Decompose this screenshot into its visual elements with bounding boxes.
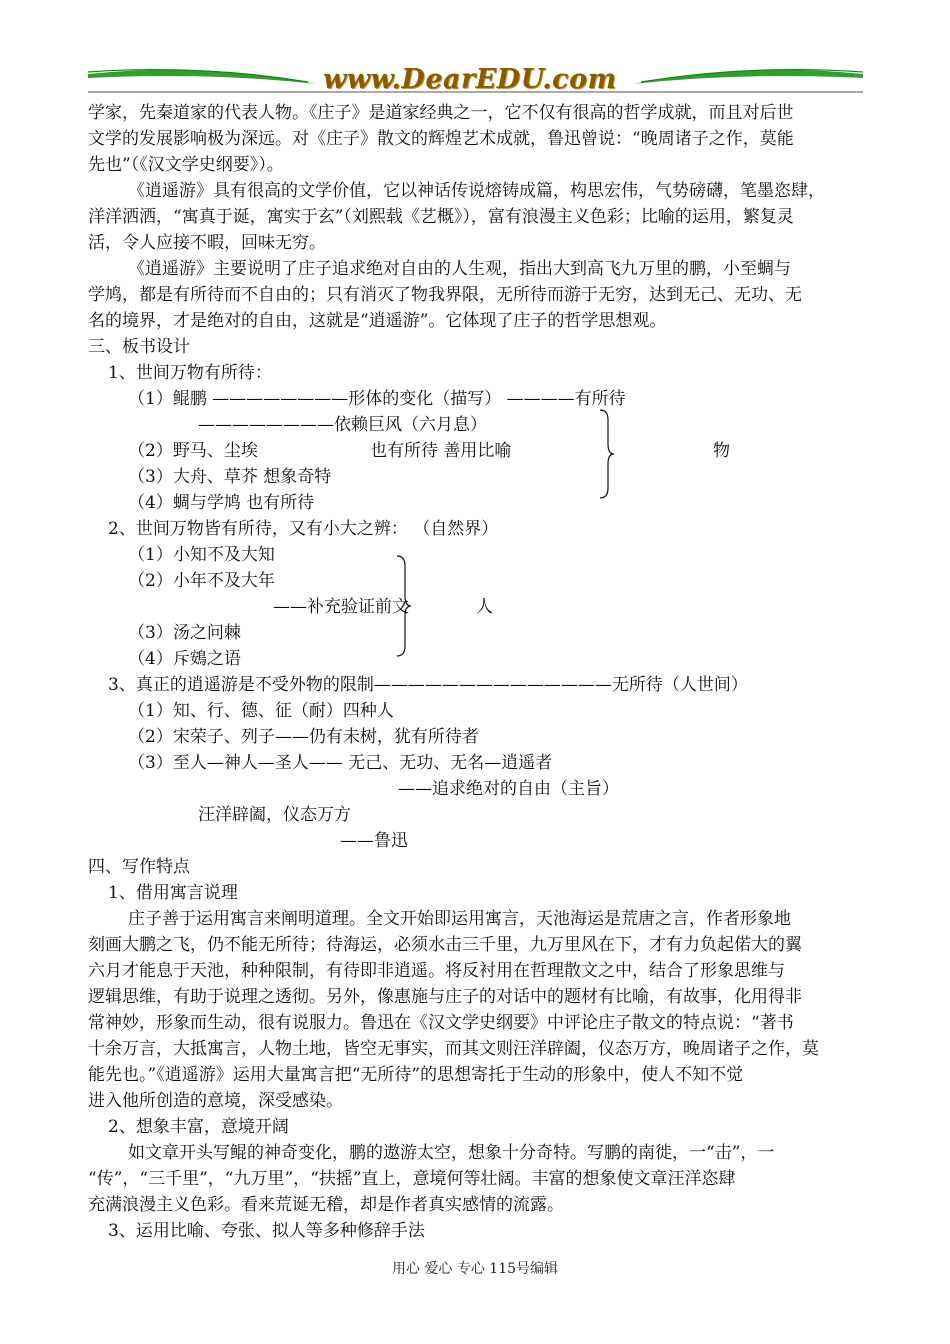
paragraph-line: 名的境界，才是绝对的自由，这就是“逍遥游”。它体现了庄子的哲学思想观。 [88, 311, 667, 331]
paragraph-line: 活，令人应接不暇，回味无穷。 [88, 233, 326, 253]
right-brace-icon [394, 554, 412, 658]
right-brace-icon [596, 408, 616, 500]
board-item: ————————依赖巨风（六月息） [198, 415, 487, 435]
section-heading: 三、板书设计 [88, 337, 190, 357]
paragraph-line: 如文章开头写鲲的神奇变化，鹏的遨游太空，想象十分奇特。写鹏的南徙，一“击”，一 [128, 1143, 775, 1163]
board-item: （4）蜩与学鸠 也有所待 [128, 493, 315, 513]
paragraph-line: 《逍遥游》主要说明了庄子追求绝对自由的人生观，指出大到高飞九万里的鹏，小至蜩与 [128, 259, 791, 279]
board-item: 物 [713, 441, 730, 461]
paragraph-line: 学家，先秦道家的代表人物。《庄子》是道家经典之一，它不仅有很高的哲学成就，而且对后世 [88, 103, 794, 123]
subsection-title: 3、运用比喻、夸张、拟人等多种修辞手法 [108, 1221, 425, 1241]
paragraph-line: 先也”（《汉文学史纲要》）。 [88, 155, 284, 175]
section-heading: 四、写作特点 [88, 857, 190, 877]
board-item: （2）小年不及大年 [128, 571, 275, 591]
board-subtitle: 1、世间万物有所待： [108, 363, 272, 383]
paragraph-line: 六月才能息于天池，种种限制，有待即非逍遥。将反衬用在哲理散文之中，结合了形象思维与 [88, 961, 785, 981]
paragraph-line: “传”，“三千里”，“九万里”，“扶摇”直上，意境何等壮阔。丰富的想象使文章汪洋恣肆 [88, 1169, 736, 1189]
paragraph-line: 进入他所创造的意境，深受感染。 [88, 1091, 343, 1111]
paragraph-line: 《逍遥游》具有很高的文学价值，它以神话传说熔铸成篇，构思宏伟，气势磅礴，笔墨恣肆， [128, 181, 825, 201]
board-item: （2）野马、尘埃 [128, 441, 258, 461]
board-item: ——补充验证前文 [273, 597, 409, 617]
subsection-title: 1、借用寓言说理 [108, 883, 238, 903]
paragraph-line: 庄子善于运用寓言来阐明道理。全文开始即运用寓言，天池海运是荒唐之言，作者形象地 [128, 909, 791, 929]
board-subtitle: 3、真正的逍遥游是不受外物的限制——————————————无所待（人世间） [108, 675, 748, 695]
board-item: （1）知、行、德、征（耐）四种人 [128, 701, 394, 721]
board-item: 人 [476, 597, 493, 617]
paragraph-line: 常神妙，形象而生动，很有说服力。鲁迅在《汉文学史纲要》中评论庄子散文的特点说：“著书 [88, 1013, 794, 1033]
board-item: （3）大舟、草芥 想象奇特 [128, 467, 332, 487]
paragraph-line: 充满浪漫主义色彩。看来荒诞无稽，却是作者真实感情的流露。 [88, 1195, 564, 1215]
paragraph-line: 能先也。”《逍遥游》运用大量寓言把“无所待”的思想寄托于生动的形象中，使人不知不觉 [88, 1065, 744, 1085]
paragraph-line: 刻画大鹏之飞，仍不能无所待；待海运，必须水击三千里，九万里风在下，才有力负起偌大的翼 [88, 935, 802, 955]
paragraph-line: 逻辑思维，有助于说理之透彻。另外，像惠施与庄子的对话中的题材有比喻，有故事，化用得非 [88, 987, 802, 1007]
header-banner [88, 62, 863, 96]
site-logo: www.DearEDU.com [323, 64, 617, 95]
paragraph-line: 文学的发展影响极为深远。对《庄子》散文的辉煌艺术成就，鲁迅曾说：“晚周诸子之作，莫能 [88, 129, 794, 149]
quote-source: ——鲁迅 [340, 831, 408, 851]
quote-text: 汪洋辟阖，仪态万方 [198, 805, 351, 825]
board-item: （1）鲲鹏 ————————形体的变化（描写） ————有所待 [128, 389, 626, 409]
paragraph-line: 十余万言，大抵寓言，人物土地，皆空无事实，而其文则汪洋辟阖，仪态万方，晚周诸子之作，莫 [88, 1039, 819, 1059]
board-item: 也有所待 善用比喻 [370, 441, 512, 461]
board-item: （2）宋荣子、列子——仍有未树，犹有所待者 [128, 727, 479, 747]
board-item: （3）至人—神人—圣人—— 无己、无功、无名—逍遥者 [128, 753, 553, 773]
board-item: ——追求绝对的自由（主旨） [398, 779, 619, 799]
subsection-title: 2、想象丰富，意境开阔 [108, 1117, 289, 1137]
board-item: （1）小知不及大知 [128, 545, 275, 565]
board-item: （4）斥鴳之语 [128, 649, 241, 669]
board-subtitle: 2、世间万物皆有所待，又有小大之辨： （自然界） [108, 519, 499, 539]
page-footer: 用心 爱心 专心 115号编辑 [391, 1261, 559, 1277]
paragraph-line: 学鸠，都是有所待而不自由的；只有消灭了物我界限，无所待而游于无穷，达到无己、无功、无 [88, 285, 802, 305]
board-item: （3）汤之问棘 [128, 623, 241, 643]
paragraph-line: 洋洋洒洒，“寓真于诞，寓实于玄”（刘熙载《艺概》），富有浪漫主义色彩；比喻的运用，繁复灵 [88, 207, 794, 227]
